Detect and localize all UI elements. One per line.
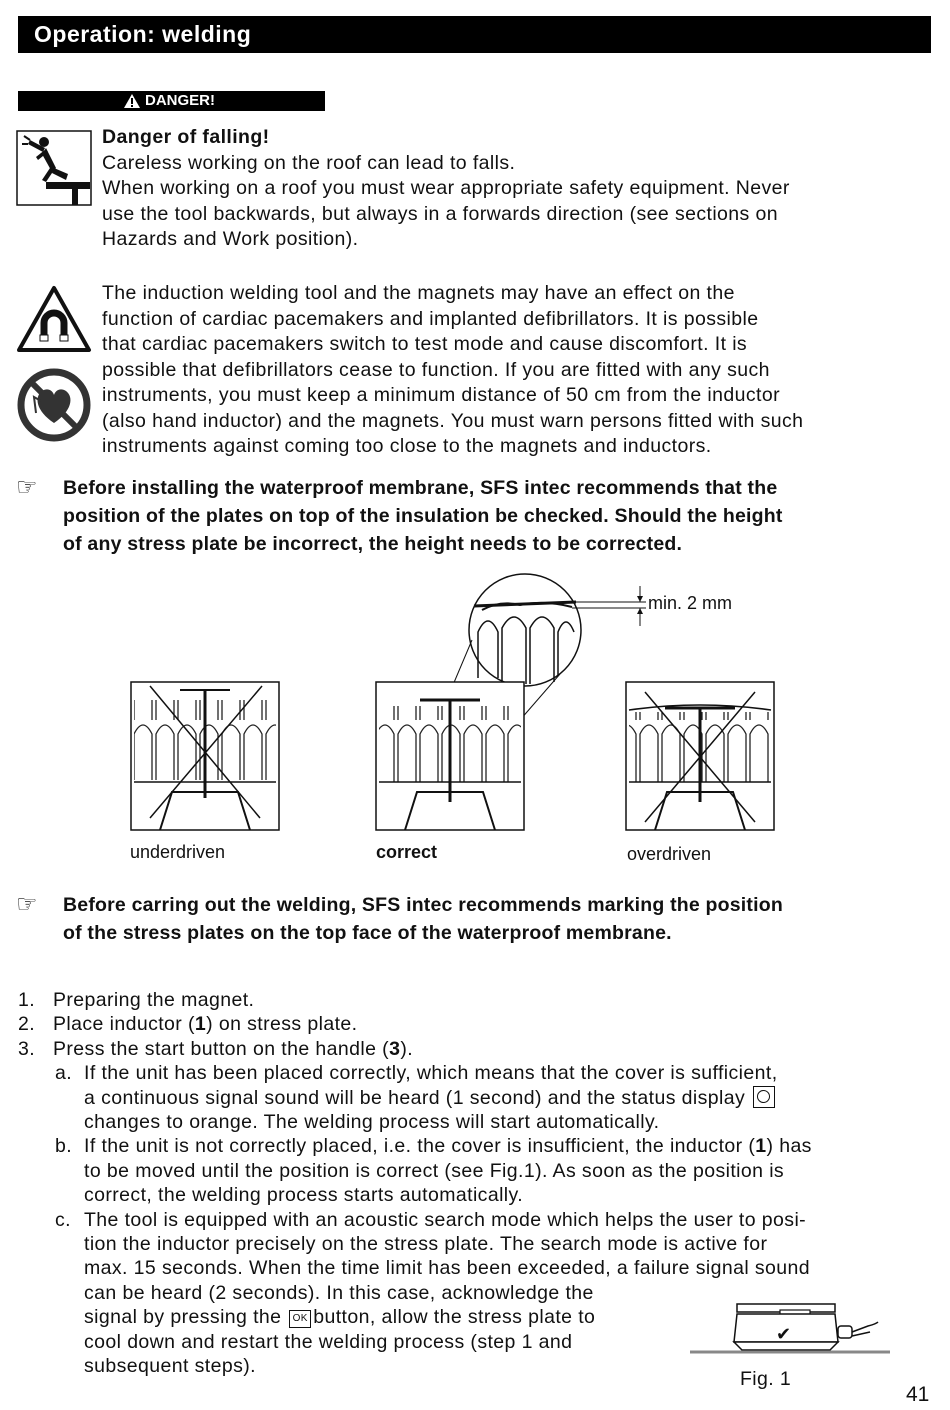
note-line: position of the plates on top of the insulation be checked. Should the height <box>63 505 783 527</box>
note-line: Before carring out the welding, SFS intec recommends marking the position <box>63 894 783 916</box>
danger-label: DANGER! <box>145 92 215 109</box>
inductor-figure <box>690 1296 890 1360</box>
falling-person-icon <box>16 130 92 206</box>
correct-label: correct <box>376 842 438 862</box>
step-item: 3. Press the start button on the handle (3). <box>18 1037 414 1060</box>
pacemaker-warning-line: function of cardiac pacemakers and implanted defibrillators. It is possible <box>102 307 759 330</box>
falling-warning <box>102 125 932 253</box>
step-item: 1. Preparing the magnet. <box>18 989 255 1011</box>
falling-warning-line: Hazards and Work position). <box>102 228 359 250</box>
pointing-hand-icon: ☞ <box>16 474 38 501</box>
no-pacemaker-icon <box>16 367 92 443</box>
status-display-icon <box>753 1086 775 1108</box>
stress-plate-diagram <box>0 560 950 840</box>
pacemaker-warning-line: The induction welding tool and the magnets may have an effect on the <box>102 282 735 304</box>
note-line: of the stress plates on the top face of the waterproof membrane. <box>63 922 672 944</box>
note-marking <box>63 891 933 947</box>
page-number: 41 <box>906 1383 930 1406</box>
pacemaker-warning-line: instruments against coming too close to the magnets and inductors. <box>102 435 712 457</box>
pacemaker-warning-line: possible that defibrillators cease to function. If you are fitted with any such <box>102 358 770 381</box>
figure-caption: Fig. 1 <box>740 1368 792 1390</box>
danger-banner <box>18 91 325 111</box>
pacemaker-warning-line: (also hand inductor) and the magnets. You must warn persons fitted with such <box>102 409 804 432</box>
pointing-hand-icon: ☞ <box>16 891 38 918</box>
falling-warning-heading: Danger of falling! <box>102 126 270 148</box>
min-distance-label: min. 2 mm <box>648 593 733 613</box>
pacemaker-warning-line: instruments, you must keep a minimum distance of 50 cm from the inductor <box>102 384 780 406</box>
section-header <box>18 16 931 53</box>
substep-b: b. If the unit is not correctly placed, i.e. the cover is insufficient, the inductor (1) has to be moved until the position is correct (see Fig.1). As soon as the position is correct, the welding process starts automatically. <box>55 1135 812 1207</box>
underdriven-label: underdriven <box>130 842 226 862</box>
overdriven-label: overdriven <box>627 844 712 864</box>
falling-warning-line: Careless working on the roof can lead to falls. <box>102 151 516 174</box>
note-line: of any stress plate be incorrect, the height needs to be corrected. <box>63 533 683 555</box>
falling-warning-line: When working on a roof you must wear appropriate safety equipment. Never <box>102 177 790 199</box>
falling-warning-line: use the tool backwards, but always in a forwards direction (see sections on <box>102 202 778 225</box>
note-plate-check <box>63 474 933 558</box>
warning-triangle-icon <box>123 93 141 109</box>
substep-c: c. The tool is equipped with an acoustic search mode which helps the user to posi- tion the inductor precisely on the stress plate. The search mode is active for max. 15 seconds. When the time limit has been exceeded, a failure signal sound can be heard (2 seconds). In this case, acknowledge the signal by pressing the OK button, allow the stress plate to cool down and restart the welding process (step 1 and subsequent steps). <box>55 1208 811 1378</box>
pacemaker-warning <box>102 281 932 460</box>
magnetic-field-warning-icon <box>16 285 92 353</box>
ok-button-icon: OK <box>289 1310 311 1328</box>
svg-text:✔: ✔ <box>776 1324 792 1345</box>
substep-a: a. If the unit has been placed correctly, which means that the cover is sufficient, a continuous signal sound will be heard (1 second) and the status display changes to orange. The welding process will start automatically. <box>55 1062 778 1134</box>
step-item: 2. Place inductor (1) on stress plate. <box>18 1013 358 1036</box>
note-line: Before installing the waterproof membrane, SFS intec recommends that the <box>63 477 778 499</box>
section-title: Operation: welding <box>34 21 252 47</box>
pacemaker-warning-line: that cardiac pacemakers switch to test mode and cause discomfort. It is <box>102 333 748 355</box>
